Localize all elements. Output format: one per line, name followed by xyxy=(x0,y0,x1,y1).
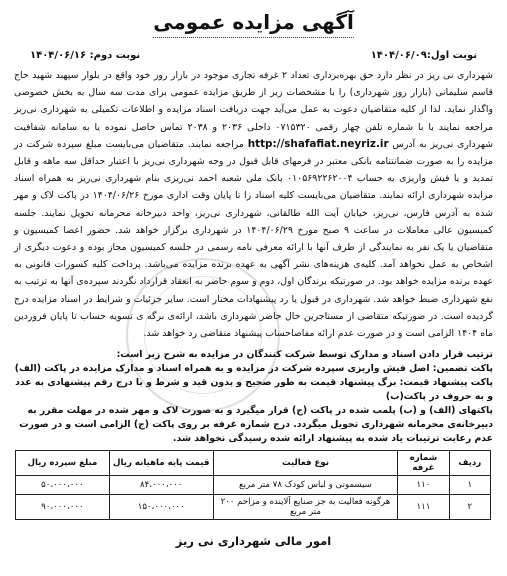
header-deposit: مبلغ سپرده ریال xyxy=(16,451,110,476)
order-line-envelopes: پاکتهای (الف) و (ب) پلمب شده در پاکت (ج) قرار میگیرد و به صورت لاک و مهر شده در مهلت مقرر به دبیرخانه‌ی محرمانه شهرداری تحویل میگردد. درج شماره غرفه بر روی پاکت (ج) الزامی است و در صورت عدم رعایت ترتیبات یاد شده به پیشنهاد ارائه شده رسیدگی نخواهد شد. xyxy=(19,405,493,445)
row-activity: هرگونه فعالیت به جز صنایع آلاینده و مزاحم ۲۰۰ متر مربع xyxy=(213,495,398,520)
envelope-order-section xyxy=(12,348,495,446)
row-base-price: ۸۴،۰۰۰،۰۰۰ xyxy=(109,476,213,495)
table-row xyxy=(16,495,491,520)
table-header-row xyxy=(16,451,491,476)
row-index: ۱ xyxy=(449,476,490,495)
website-link[interactable]: http://shafafiat.neyriz.ir xyxy=(247,137,389,150)
row-deposit: ۹۰،۰۰۰،۰۰۰ xyxy=(16,495,110,520)
order-line-guarantee: پاکت تضمین: اصل فیش واریزی سپرده شرکت در مزایده و به همراه اسناد و مدارک مزایده در پاکت (الف) xyxy=(14,363,493,375)
header-activity: نوع فعالیت xyxy=(213,451,398,476)
row-booth-number: ۱۱۱ xyxy=(398,495,449,520)
body-paragraph-2: مراجعه نمایند. متقاضیان می‌بایست مبلغ سپرده شرکت در مزایده را به صورت ضمانتنامه بانکی معتبر در فرمهای قابل قبول در وجه شهرداری نی‌ریز با اعتبار حداقل سه ماهه و قابل تمدید و یا فیش واریزی به حساب ۰۱۰۵۶۹۲۲۶۲۰۰۴ بانک ملی شعبه احمد نی‌ریزی بنام شهرداری نی‌ریز به همراه اسناد مزایده شهرداری ارائه نمایند. متقاضیان می‌بایست کلیه اسناد را تا پایان وقت اداری مورخ ۱۴۰۴/۰۶/۲۶ در پاکت لاک و مهر شده به آدرس فارس، نی‌ریز، خیابان آیت الله طالقانی، شهرداری نی‌ریز، واحد دبیرخانه محرمانه تحویل نمایند. جلسه کمیسیون عالی معاملات در ساعت ۹ صبح مورخ ۱۴۰۴/۰۶/۲۹ در شهرداری برگزار خواهد شد. حضور اعضا کمیسیون و متقاضیان یا یک نفر به نمایندگی از طرف آنها با ارائه معرفی نامه رسمی در جلسه کمیسیون مجاز بوده و دعوت دیگری از اشخاص به عمل نخواهد آمد. کلیه‌ی هزینه‌های نشر آگهی به عهده برنده مزایده می‌باشد. پرداخت کلیه کسورات قانونی به عهده برنده مزایده خواهد بود. در صورتیکه برندگان اول، دوم و سوم حاضر به انعقاد قرارداد نگردند سپرده‌ی آنها به ترتیب به نفع شهرداری ضبط خواهد شد. شهرداری در قبول یا رد پیشنهادات مختار است. سایر جزئیات و شرایط در اسناد مزایده درج گردیده است. در صورتیکه متقاضی از مستاجرین حال حاضر شهرداری باشد، ارائه‌ی برگه ی تسویه حساب تا پایان فروردین ماه ۱۴۰۴ الزامی است و در صورت عدم ارائه مفاصاحساب پیشنهاد متقاضی رد خواهد شد. xyxy=(14,138,493,340)
order-line-heading: ترتیب قرار دادن اسناد و مدارک توسط شرکت کنندگان در مزایده به شرح زیر است: xyxy=(116,349,493,361)
table-row xyxy=(16,476,491,495)
first-publication-date: نوبت اول:۱۴۰۴/۰۶/۰۹ xyxy=(370,50,477,61)
row-booth-number: ۱۱۰ xyxy=(398,476,449,495)
header-index: ردیف xyxy=(449,451,490,476)
notice-title: آگهی مزایده عمومی xyxy=(153,10,354,38)
row-base-price: ۱۵۰،۰۰۰،۰۰۰ xyxy=(109,495,213,520)
header-booth-number: شماره غرفه xyxy=(398,451,449,476)
publication-dates xyxy=(30,50,477,61)
notice-body xyxy=(14,67,493,342)
title-wrap xyxy=(12,10,495,38)
order-line-price: پاکت پیشنهاد قیمت: برگ پیشنهاد قیمت به طور صحیح و بدون قید و شرط و با درج رقم پیشنهادی به عدد و به حروف در پاکت(ب) xyxy=(15,377,493,403)
second-publication-date: نوبت دوم: ۱۴۰۴/۰۶/۱۶ xyxy=(30,50,141,61)
issuer-footer: امور مالی شهرداری نی ریز xyxy=(175,534,332,549)
header-base-price: قیمت پایه ماهیانه ریال xyxy=(109,451,213,476)
row-index: ۲ xyxy=(449,495,490,520)
row-activity: سیسمونی و لباس کودک ۷۸ متر مربع xyxy=(213,476,398,495)
body-paragraph-1: شهرداری نی ریز در نظر دارد حق بهره‌برداری تعداد ۲ غرفه تجاری موجود در بازار روز خود واقع در بلوار سپهبد شهید حاج قاسم سلیمانی (بازار روز شهرداری) را با مشخصات زیر از طریق مزایده عمومی برای مدت سه سال به بخش خصوصی واگذار نماید. لذا از کلیه متقاضیان دعوت به عمل می‌آید جهت دریافت اسناد مزایده و اطلاعات تکمیلی به شهرداری نی‌ریز مراجعه نمایند یا با شماره تلفن چهار رقمی ۰۷۱۵۳۲۰ داخلی ۲۰۳۶ و ۲۰۳۸ تماس حاصل نموده یا به سامانه شفافیت شهرداری نی‌ریز به آدرس xyxy=(14,70,493,150)
row-deposit: ۵۰،۰۰۰،۰۰۰ xyxy=(16,476,110,495)
booth-table xyxy=(15,450,491,520)
